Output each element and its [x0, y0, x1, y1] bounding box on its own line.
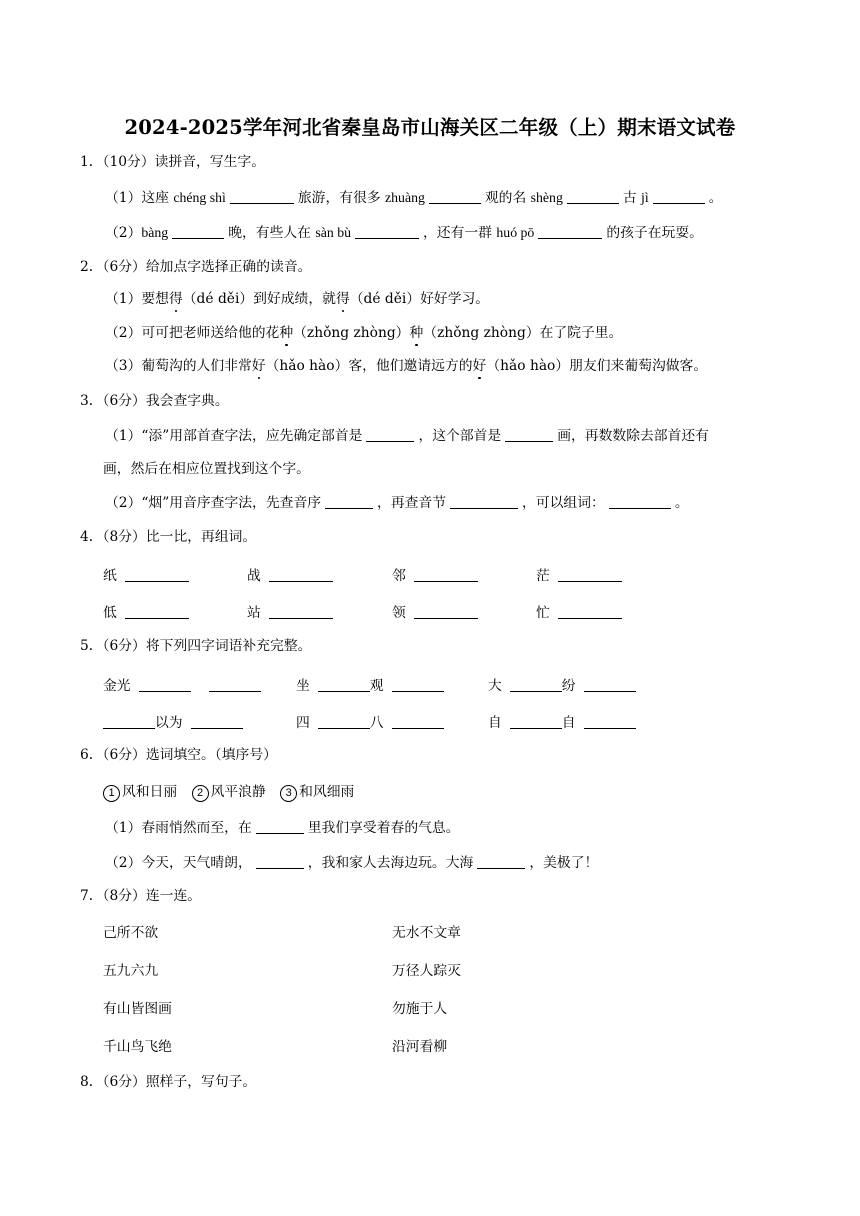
text: （2）: [105, 225, 142, 241]
option-number: 1: [103, 785, 120, 802]
question-6-header: [80, 746, 277, 764]
page-title: 2024-2025学年河北省秦皇岛市山海关区二年级（上）期末语文试卷: [124, 116, 736, 139]
idiom-item: [103, 711, 247, 731]
character: 站: [247, 605, 261, 621]
answer-blank[interactable]: [269, 604, 333, 619]
question-number: 8．: [80, 1074, 103, 1090]
word-pair: [536, 601, 626, 621]
question-instruction: （8分）比一比，再组词。: [102, 529, 257, 545]
idiom-item: [296, 674, 448, 694]
text: （dé děi）好好学习。: [349, 291, 490, 307]
answer-blank[interactable]: [477, 854, 525, 869]
answer-blank[interactable]: [392, 677, 444, 692]
answer-blank[interactable]: [510, 714, 562, 729]
pinyin: shèng: [530, 190, 563, 205]
answer-blank[interactable]: [609, 494, 671, 509]
pinyin: jì: [641, 190, 649, 205]
question-3-header: [80, 392, 229, 410]
dotted-character: 得: [335, 291, 350, 307]
text: 。: [708, 190, 723, 206]
word-pair: [392, 564, 482, 584]
answer-blank[interactable]: [414, 604, 478, 619]
question-instruction: （6分）我会查字典。: [102, 393, 229, 409]
question-2-line-2: [105, 324, 622, 342]
word-pair: [247, 601, 337, 621]
option-text: 和风细雨: [299, 784, 355, 800]
text: （2）今天，天气晴朗，: [105, 855, 252, 871]
text: （hǎo hào）客，他们邀请远方的: [265, 358, 473, 374]
dotted-character: 种: [279, 325, 294, 341]
question-2-line-1: [105, 290, 489, 308]
answer-blank[interactable]: [584, 714, 636, 729]
question-4-header: [80, 528, 256, 546]
idiom-item: [103, 674, 265, 694]
text: ，还有一群: [423, 225, 492, 241]
match-left-item[interactable]: 有山皆图画: [103, 1001, 172, 1017]
question-8-header: [80, 1073, 256, 1091]
question-number: 1．: [80, 154, 103, 170]
question-number: 4．: [80, 529, 103, 545]
text: 八: [369, 715, 384, 731]
text: ，美极了！: [529, 855, 599, 871]
answer-blank[interactable]: [584, 677, 636, 692]
dotted-character: 种: [409, 325, 424, 341]
question-3-line-2: [105, 494, 689, 512]
match-right-item[interactable]: 万径人踪灭: [392, 963, 461, 979]
question-instruction: （6分）选词填空。（填序号）: [102, 747, 277, 763]
pinyin: chéng shì: [173, 190, 226, 205]
answer-blank[interactable]: [172, 224, 224, 239]
question-7-header: [80, 887, 201, 905]
word-pair: [103, 601, 193, 621]
question-1-header: [80, 153, 265, 171]
character: 茫: [536, 568, 550, 584]
question-instruction: （6分）给加点字选择正确的读音。: [102, 259, 312, 275]
question-2-header: [80, 258, 311, 276]
text: （1）春雨悄然而至，在: [105, 820, 252, 836]
question-1-line-2: [105, 224, 703, 242]
match-left-item[interactable]: 己所不欲: [103, 925, 159, 941]
text: 坐: [296, 678, 310, 694]
option-number: 3: [280, 785, 297, 802]
answer-blank[interactable]: [558, 604, 622, 619]
answer-blank[interactable]: [191, 714, 243, 729]
answer-blank[interactable]: [538, 224, 602, 239]
text: 古: [622, 190, 637, 206]
text: 纷: [561, 678, 576, 694]
answer-blank[interactable]: [558, 567, 622, 582]
answer-blank[interactable]: [209, 677, 261, 692]
question-3-line-1-cont: 画，然后在相应位置找到这个字。: [103, 461, 310, 477]
option-number: 2: [192, 785, 209, 802]
text: （zhǒng zhòng）: [293, 325, 410, 341]
answer-blank[interactable]: [505, 427, 553, 442]
question-instruction: （8分）连一连。: [102, 888, 202, 904]
text: ，可以组词：: [522, 495, 605, 511]
answer-blank[interactable]: [392, 714, 444, 729]
text: （1）要想: [105, 291, 169, 307]
text: ，再查音节: [377, 495, 447, 511]
question-number: 3．: [80, 393, 103, 409]
match-right-item[interactable]: 沿河看柳: [392, 1039, 448, 1055]
answer-blank[interactable]: [510, 677, 562, 692]
text: 金光: [103, 678, 131, 694]
idiom-item: [488, 674, 640, 694]
question-instruction: （6分）将下列四字词语补充完整。: [102, 638, 312, 654]
answer-blank[interactable]: [230, 189, 294, 204]
character: 领: [392, 605, 406, 621]
text: 旅游，有很多: [297, 190, 381, 206]
pinyin: sàn bù: [315, 225, 352, 240]
answer-blank[interactable]: [450, 494, 518, 509]
text: （zhǒng zhòng）在了院子里。: [423, 325, 623, 341]
character: 纸: [103, 568, 117, 584]
word-pair: [392, 601, 482, 621]
text: 里我们享受着春的气息。: [307, 820, 460, 836]
text: 画，再数数除去部首还有: [557, 428, 709, 444]
dotted-character: 好: [251, 358, 266, 374]
match-right-item[interactable]: 勿施于人: [392, 1001, 448, 1017]
character: 邻: [392, 568, 406, 584]
word-pair: [536, 564, 626, 584]
text: 自: [488, 715, 502, 731]
answer-blank[interactable]: [318, 677, 370, 692]
question-6-line-1: [105, 819, 460, 837]
word-pair: [103, 564, 193, 584]
text: （3）葡萄沟的人们非常: [105, 358, 252, 374]
text: （1）“添”用部首查字法，应先确定部首是: [105, 428, 363, 444]
character: 忙: [536, 605, 550, 621]
match-right-item[interactable]: 无水不文章: [392, 925, 461, 941]
text: （dé děi）到好成绩，就: [182, 291, 336, 307]
question-number: 6．: [80, 747, 103, 763]
idiom-item: [296, 711, 448, 731]
text: 。: [674, 495, 689, 511]
answer-blank[interactable]: [653, 189, 705, 204]
text: 晚，有些人在: [228, 225, 311, 241]
pinyin: bàng: [141, 225, 169, 240]
text: 自: [561, 715, 576, 731]
question-6-line-2: [105, 854, 598, 872]
options-row: [103, 783, 354, 802]
answer-blank[interactable]: [256, 854, 304, 869]
answer-blank[interactable]: [325, 494, 373, 509]
question-number: 5．: [80, 638, 103, 654]
answer-blank[interactable]: [355, 224, 419, 239]
answer-blank[interactable]: [139, 677, 191, 692]
character: 战: [247, 568, 261, 584]
pinyin: huó pō: [496, 225, 535, 240]
question-3-line-1: [105, 427, 709, 445]
word-pair: [247, 564, 337, 584]
answer-blank[interactable]: [103, 714, 155, 729]
text: 大: [488, 678, 502, 694]
text: 观的名: [484, 190, 527, 206]
answer-blank[interactable]: [269, 567, 333, 582]
text: （2）可可把老师送给他的花: [105, 325, 280, 341]
text: （hǎo hào）朋友们来葡萄沟做客。: [486, 358, 708, 374]
option-text: 风平浪静: [210, 784, 266, 800]
match-left-item[interactable]: 千山鸟飞绝: [103, 1039, 172, 1055]
answer-blank[interactable]: [567, 189, 619, 204]
text: 以为: [155, 715, 183, 731]
text: （1）这座: [105, 190, 169, 206]
answer-blank[interactable]: [366, 427, 414, 442]
character: 低: [103, 605, 117, 621]
dotted-character: 得: [168, 291, 183, 307]
question-5-header: [80, 637, 311, 655]
answer-blank[interactable]: [125, 604, 189, 619]
answer-blank[interactable]: [125, 567, 189, 582]
text: ，这个部首是: [418, 428, 502, 444]
answer-blank[interactable]: [429, 189, 481, 204]
answer-blank[interactable]: [414, 567, 478, 582]
answer-blank[interactable]: [318, 714, 370, 729]
text: 的孩子在玩耍。: [606, 225, 703, 241]
question-1-line-1: [105, 189, 723, 207]
question-number: 2．: [80, 259, 103, 275]
question-number: 7．: [80, 888, 103, 904]
option-text: 风和日丽: [122, 784, 178, 800]
text: 观: [369, 678, 384, 694]
pinyin: zhuàng: [385, 190, 425, 205]
question-instruction: （6分）照样子，写句子。: [102, 1074, 257, 1090]
question-2-line-3: [105, 357, 707, 375]
question-instruction: （10分）读拼音，写生字。: [102, 154, 265, 170]
match-left-item[interactable]: 五九六九: [103, 963, 159, 979]
text: ，我和家人去海边玩。大海: [307, 855, 474, 871]
idiom-item: [488, 711, 640, 731]
dotted-character: 好: [472, 358, 487, 374]
text: 四: [296, 715, 310, 731]
answer-blank[interactable]: [256, 819, 304, 834]
text: （2）“烟”用音序查字法，先查音序: [105, 495, 322, 511]
